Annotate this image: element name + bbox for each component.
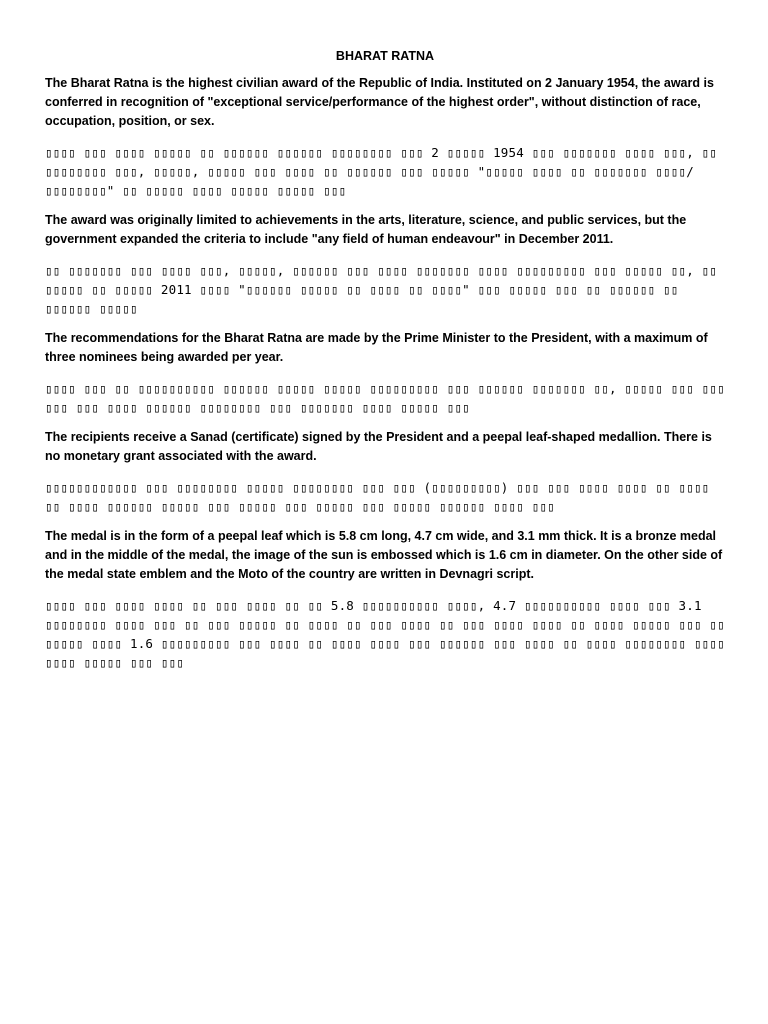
document-title: BHARAT RATNA — [335, 49, 435, 63]
paragraph-english-3: The recommendations for the Bharat Ratna are made by the Prime Minister to the President, with a maximum of three nominees being awarded per year. — [45, 331, 708, 364]
paragraph-english-5: The medal is in the form of a peepal leaf which is 5.8 cm long, 4.7 cm wide, and 3.1 mm thick. It is a bronze medal and in the middle of the medal, the image of the sun is embossed which is 1.6 cm in diameter. On the other side of the medal state emblem and the Moto of the country are written in Devnagri script. — [45, 529, 723, 581]
paragraph-hindi-1: ▯▯▯▯ ▯▯▯ ▯▯▯▯ ▯▯▯▯▯ ▯▯ ▯▯▯▯▯▯ ▯▯▯▯▯▯ ▯▯▯▯▯▯▯▯ ▯▯▯ 2 ▯▯▯▯▯ 1954 ▯▯▯ ▯▯▯▯▯▯▯ ▯▯▯▯ ▯▯▯, ▯▯ ▯▯▯▯▯▯▯▯ ▯▯▯, ▯▯▯▯▯, ▯▯▯▯▯ ▯▯▯ ▯▯▯▯ ▯▯ ▯▯▯▯▯▯ ▯▯▯ ▯▯▯▯▯ "▯▯▯▯▯ ▯▯▯▯ ▯▯ ▯▯▯▯▯▯▯ ▯▯▯▯/▯▯▯▯▯▯▯▯" ▯▯ ▯▯▯▯▯ ▯▯▯▯ ▯▯▯▯▯ ▯▯▯▯▯ ▯▯▯ — [45, 145, 718, 198]
paragraph-hindi-5: ▯▯▯▯ ▯▯▯ ▯▯▯▯ ▯▯▯▯ ▯▯ ▯▯▯ ▯▯▯▯ ▯▯ ▯▯ 5.8 ▯▯▯▯▯▯▯▯▯▯ ▯▯▯▯, 4.7 ▯▯▯▯▯▯▯▯▯▯ ▯▯▯▯ ▯▯▯ 3.1 ▯▯▯▯▯▯▯▯ ▯▯▯▯ ▯▯▯ ▯▯ ▯▯▯ ▯▯▯▯▯ ▯▯ ▯▯▯▯ ▯▯ ▯▯▯ ▯▯▯▯ ▯▯ ▯▯▯ ▯▯▯▯ ▯▯▯▯ ▯▯ ▯▯▯▯ ▯▯▯▯▯ ▯▯▯ ▯▯ ▯▯▯▯▯ ▯▯▯▯ 1.6 ▯▯▯▯▯▯▯▯▯ ▯▯▯ ▯▯▯▯ ▯▯ ▯▯▯▯ ▯▯▯▯ ▯▯▯ ▯▯▯▯▯▯ ▯▯▯ ▯▯▯▯ ▯▯ ▯▯▯▯ ▯▯▯▯▯▯▯▯ ▯▯▯▯ ▯▯▯▯ ▯▯▯▯▯ ▯▯▯ ▯▯▯ — [45, 598, 725, 670]
paragraph-english-4: The recipients receive a Sanad (certificate) signed by the President and a peepal leaf-shaped medallion. There is no monetary grant associated with the award. — [45, 430, 712, 463]
paragraph-english-1: The Bharat Ratna is the highest civilian award of the Republic of India. Instituted on 2 January 1954, the award is conferred in recognition of "exceptional service/performance of the highest order", without distinction of race, occupation, position, or sex. — [45, 76, 714, 128]
paragraph-english-2: The award was originally limited to achievements in the arts, literature, science, and public services, but the government expanded the criteria to include "any field of human endeavour" in December 2011. — [45, 213, 687, 246]
document-page — [45, 48, 725, 683]
paragraph-hindi-3: ▯▯▯▯ ▯▯▯ ▯▯ ▯▯▯▯▯▯▯▯▯▯ ▯▯▯▯▯▯ ▯▯▯▯▯ ▯▯▯▯▯ ▯▯▯▯▯▯▯▯▯ ▯▯▯ ▯▯▯▯▯▯ ▯▯▯▯▯▯▯ ▯▯, ▯▯▯▯▯ ▯▯▯ ▯▯▯ ▯▯▯ ▯▯▯ ▯▯▯▯ ▯▯▯▯▯▯ ▯▯▯▯▯▯▯▯ ▯▯▯ ▯▯▯▯▯▯▯ ▯▯▯▯ ▯▯▯▯▯ ▯▯▯ — [45, 381, 725, 415]
paragraph-hindi-4: ▯▯▯▯▯▯▯▯▯▯▯▯ ▯▯▯ ▯▯▯▯▯▯▯▯ ▯▯▯▯▯ ▯▯▯▯▯▯▯▯ ▯▯▯ ▯▯▯ (▯▯▯▯▯▯▯▯▯) ▯▯▯ ▯▯▯ ▯▯▯▯ ▯▯▯▯ ▯▯ ▯▯▯▯ ▯▯ ▯▯▯▯ ▯▯▯▯▯▯ ▯▯▯▯▯ ▯▯▯ ▯▯▯▯▯ ▯▯▯ ▯▯▯▯▯ ▯▯▯ ▯▯▯▯▯ ▯▯▯▯▯▯ ▯▯▯▯ ▯▯▯ — [45, 480, 710, 514]
paragraph-hindi-2: ▯▯ ▯▯▯▯▯▯▯ ▯▯▯ ▯▯▯▯ ▯▯▯, ▯▯▯▯▯, ▯▯▯▯▯▯ ▯▯▯ ▯▯▯▯ ▯▯▯▯▯▯▯ ▯▯▯▯ ▯▯▯▯▯▯▯▯▯ ▯▯▯ ▯▯▯▯▯ ▯▯, ▯▯ ▯▯▯▯▯ ▯▯ ▯▯▯▯▯ 2011 ▯▯▯▯ "▯▯▯▯▯▯ ▯▯▯▯▯ ▯▯ ▯▯▯▯ ▯▯ ▯▯▯▯" ▯▯▯ ▯▯▯▯▯ ▯▯▯ ▯▯ ▯▯▯▯▯▯ ▯▯ ▯▯▯▯▯▯ ▯▯▯▯▯ — [45, 263, 718, 316]
